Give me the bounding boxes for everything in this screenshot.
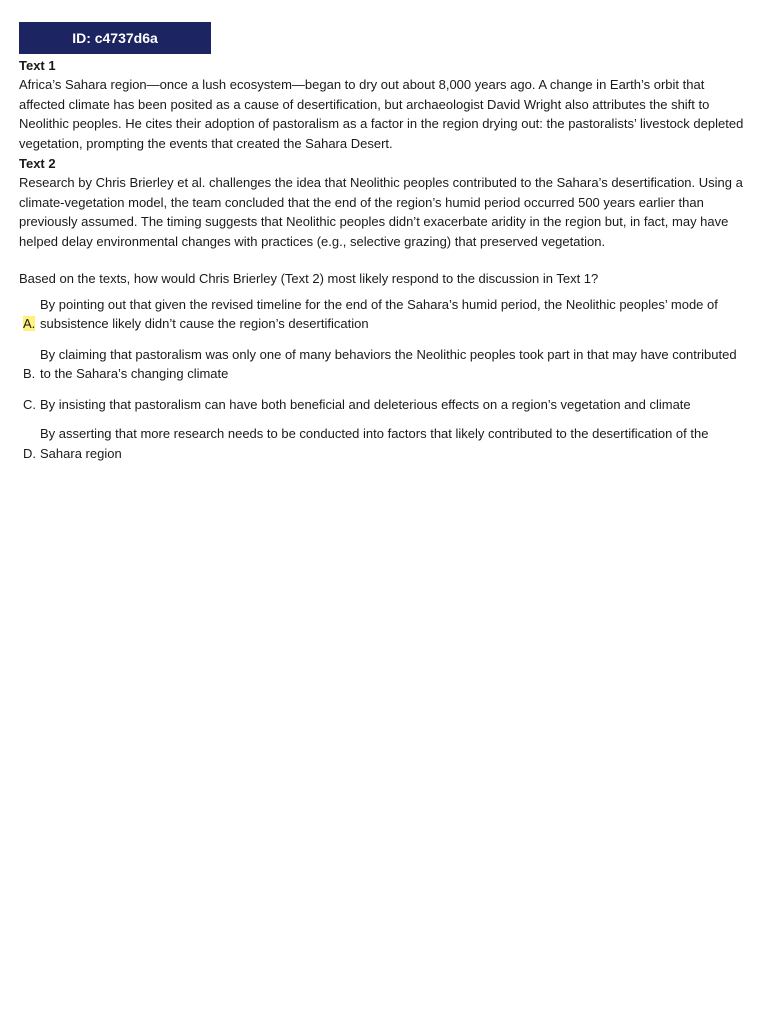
- choice-a-text: By pointing out that given the revised timeline for the end of the Sahara’s humid period, the Neolithic peoples’ mode of subsistence likely didn’t cause the region’s desertification: [40, 296, 718, 331]
- text2-passage: Research by Chris Brierley et al. challenges the idea that Neolithic peoples contributed to the Sahara’s desertification. Using a climate-vegetation model, the team concluded that the end of the region’s humid period occurred 500 years earlier than previously assumed. The timing suggests that Neolithic peoples didn’t exacerbate aridity in the region but, in fact, may have helped delay environmental changes with practices (e.g., selective grazing) that preserved vegetation.: [19, 175, 743, 249]
- choice-a[interactable]: [19, 295, 747, 334]
- choice-c-letter: C.: [23, 396, 36, 412]
- choice-b-letter: B.: [23, 366, 36, 381]
- choice-a-highlight: A.: [23, 316, 36, 331]
- question-id-badge: ID: c4737d6a: [19, 22, 211, 54]
- answer-choices: [19, 295, 747, 464]
- choice-c-text: By insisting that pastoralism can have both beneficial and deleterious effects on a region’s vegetation and climate: [40, 396, 691, 412]
- choice-c[interactable]: [19, 395, 747, 415]
- question-page: [19, 22, 747, 474]
- choice-b[interactable]: [19, 345, 747, 384]
- choice-d[interactable]: [19, 424, 747, 463]
- question-stem: Based on the texts, how would Chris Brierley (Text 2) most likely respond to the discussion in Text 1?: [19, 271, 599, 286]
- choice-b-text: By claiming that pastoralism was only one of many behaviors the Neolithic peoples took part in that may have contributed to the Sahara’s changing climate: [40, 346, 737, 381]
- text2-heading: Text 2: [19, 156, 56, 171]
- text1-heading: Text 1: [19, 58, 56, 73]
- choice-d-text: By asserting that more research needs to be conducted into factors that likely contributed to the desertification of the Sahara region: [40, 426, 709, 461]
- choice-a-letter: [19, 314, 40, 334]
- text1-passage: Africa’s Sahara region—once a lush ecosystem—began to dry out about 8,000 years ago. A change in Earth’s orbit that affected climate has been posited as a cause of desertification, but archaeologist David Wright also attributes the shift to Neolithic peoples. He cites their adoption of pastoralism as a factor in the region drying out: the pastoralists’ livestock depleted vegetation, prompting the events that created the Sahara Desert.: [19, 77, 744, 151]
- choice-d-letter: D.: [23, 445, 36, 461]
